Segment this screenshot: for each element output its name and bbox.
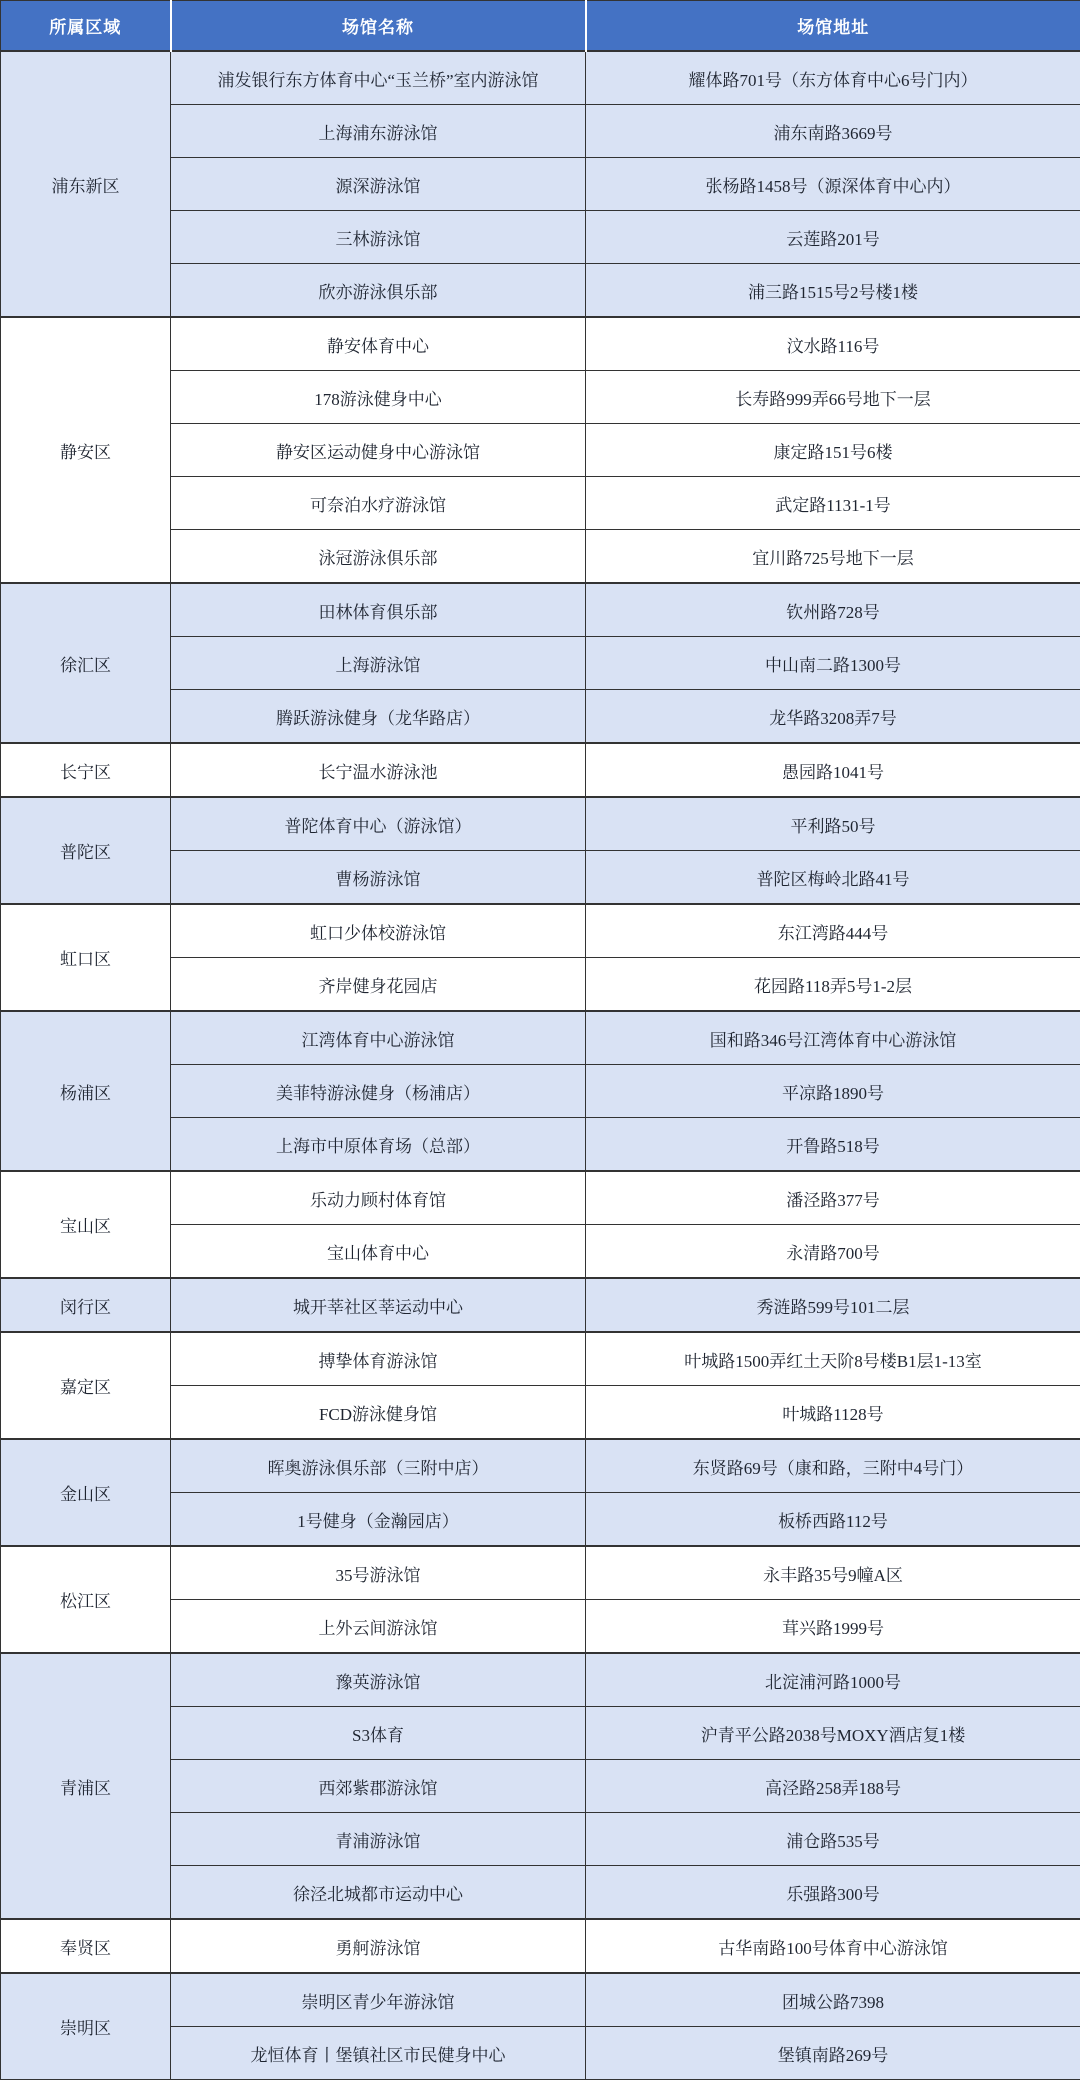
venue-address-cell: 汶水路116号: [586, 317, 1080, 371]
table-row: [1, 904, 1080, 958]
table-row: [1, 51, 1080, 105]
venue-address-cell: 茸兴路1999号: [586, 1600, 1080, 1654]
venue-address-cell: 宜川路725号地下一层: [586, 530, 1080, 584]
venue-address-cell: 云莲路201号: [586, 211, 1080, 264]
venue-address-cell: 张杨路1458号（源深体育中心内）: [586, 158, 1080, 211]
district-cell: 奉贤区: [1, 1919, 171, 1973]
venue-name-cell: S3体育: [171, 1707, 586, 1760]
venue-address-cell: 龙华路3208弄7号: [586, 690, 1080, 744]
venue-name-cell: 徐泾北城都市运动中心: [171, 1866, 586, 1920]
district-cell: 虹口区: [1, 904, 171, 1011]
venue-name-cell: 普陀体育中心（游泳馆）: [171, 797, 586, 851]
district-cell: 徐汇区: [1, 583, 171, 743]
district-cell: 宝山区: [1, 1171, 171, 1278]
venue-name-cell: 豫英游泳馆: [171, 1653, 586, 1707]
venue-name-cell: 三林游泳馆: [171, 211, 586, 264]
venue-address-cell: 愚园路1041号: [586, 743, 1080, 797]
table-row: [1, 1973, 1080, 2027]
venue-address-cell: 堡镇南路269号: [586, 2027, 1080, 2080]
venue-name-cell: 齐岸健身花园店: [171, 958, 586, 1012]
venue-name-cell: 曹杨游泳馆: [171, 851, 586, 905]
venue-name-cell: 上海浦东游泳馆: [171, 105, 586, 158]
venue-name-cell: 静安体育中心: [171, 317, 586, 371]
header-row: [1, 1, 1080, 52]
venue-address-cell: 团城公路7398: [586, 1973, 1080, 2027]
venue-name-cell: 长宁温水游泳池: [171, 743, 586, 797]
table-row: [1, 1171, 1080, 1225]
venue-name-cell: 1号健身（金瀚园店）: [171, 1493, 586, 1547]
venue-name-cell: 城开莘社区莘运动中心: [171, 1278, 586, 1332]
venue-address-cell: 叶城路1500弄红土天阶8号楼B1层1-13室: [586, 1332, 1080, 1386]
district-cell: 杨浦区: [1, 1011, 171, 1171]
venue-address-cell: 平凉路1890号: [586, 1065, 1080, 1118]
venue-name-cell: 崇明区青少年游泳馆: [171, 1973, 586, 2027]
venue-name-cell: 上海游泳馆: [171, 637, 586, 690]
venue-address-cell: 钦州路728号: [586, 583, 1080, 637]
venue-address-cell: 普陀区梅岭北路41号: [586, 851, 1080, 905]
district-cell: 静安区: [1, 317, 171, 583]
venue-address-cell: 武定路1131-1号: [586, 477, 1080, 530]
venue-address-cell: 东江湾路444号: [586, 904, 1080, 958]
venue-address-cell: 国和路346号江湾体育中心游泳馆: [586, 1011, 1080, 1065]
venue-address-cell: 花园路118弄5号1-2层: [586, 958, 1080, 1012]
venue-name-cell: 欣亦游泳俱乐部: [171, 264, 586, 318]
venue-name-cell: 田林体育俱乐部: [171, 583, 586, 637]
venue-name-cell: 上外云间游泳馆: [171, 1600, 586, 1654]
district-cell: 崇明区: [1, 1973, 171, 2080]
table-row: [1, 1919, 1080, 1973]
venue-name-cell: 龙恒体育丨堡镇社区市民健身中心: [171, 2027, 586, 2080]
district-cell: 松江区: [1, 1546, 171, 1653]
venue-name-cell: 可奈泊水疗游泳馆: [171, 477, 586, 530]
district-cell: 金山区: [1, 1439, 171, 1546]
venue-address-cell: 浦东南路3669号: [586, 105, 1080, 158]
venue-name-cell: FCD游泳健身馆: [171, 1386, 586, 1440]
venue-name-cell: 35号游泳馆: [171, 1546, 586, 1600]
header-venue-name: 场馆名称: [171, 1, 586, 52]
venue-address-cell: 耀体路701号（东方体育中心6号门内）: [586, 51, 1080, 105]
table-row: [1, 1332, 1080, 1386]
venue-address-cell: 古华南路100号体育中心游泳馆: [586, 1919, 1080, 1973]
venue-address-cell: 东贤路69号（康和路，三附中4号门）: [586, 1439, 1080, 1493]
table-row: [1, 1546, 1080, 1600]
venue-address-cell: 乐强路300号: [586, 1866, 1080, 1920]
table-row: [1, 1439, 1080, 1493]
district-cell: 嘉定区: [1, 1332, 171, 1439]
district-cell: 青浦区: [1, 1653, 171, 1919]
venue-name-cell: 乐动力顾村体育馆: [171, 1171, 586, 1225]
venue-address-cell: 北淀浦河路1000号: [586, 1653, 1080, 1707]
table-row: [1, 317, 1080, 371]
table-row: [1, 1011, 1080, 1065]
venue-name-cell: 178游泳健身中心: [171, 371, 586, 424]
venue-name-cell: 美菲特游泳健身（杨浦店）: [171, 1065, 586, 1118]
venue-address-cell: 叶城路1128号: [586, 1386, 1080, 1440]
venue-address-cell: 板桥西路112号: [586, 1493, 1080, 1547]
venue-address-cell: 开鲁路518号: [586, 1118, 1080, 1172]
venue-name-cell: 虹口少体校游泳馆: [171, 904, 586, 958]
venue-address-cell: 中山南二路1300号: [586, 637, 1080, 690]
venue-address-cell: 沪青平公路2038号MOXY酒店复1楼: [586, 1707, 1080, 1760]
venue-address-cell: 浦三路1515号2号楼1楼: [586, 264, 1080, 318]
district-cell: 长宁区: [1, 743, 171, 797]
venue-name-cell: 宝山体育中心: [171, 1225, 586, 1279]
district-cell: 浦东新区: [1, 51, 171, 317]
venue-name-cell: 腾跃游泳健身（龙华路店）: [171, 690, 586, 744]
venue-name-cell: 西郊紫郡游泳馆: [171, 1760, 586, 1813]
table-row: [1, 1653, 1080, 1707]
venue-address-cell: 高泾路258弄188号: [586, 1760, 1080, 1813]
venue-address-cell: 浦仓路535号: [586, 1813, 1080, 1866]
venue-name-cell: 泳冠游泳俱乐部: [171, 530, 586, 584]
venue-name-cell: 浦发银行东方体育中心“玉兰桥”室内游泳馆: [171, 51, 586, 105]
venue-address-cell: 永清路700号: [586, 1225, 1080, 1279]
venue-name-cell: 搏挚体育游泳馆: [171, 1332, 586, 1386]
table-row: [1, 797, 1080, 851]
table-row: [1, 1278, 1080, 1332]
venue-name-cell: 源深游泳馆: [171, 158, 586, 211]
venue-address-cell: 永丰路35号9幢A区: [586, 1546, 1080, 1600]
venue-address-cell: 平利路50号: [586, 797, 1080, 851]
header-venue-address: 场馆地址: [586, 1, 1080, 52]
venue-name-cell: 上海市中原体育场（总部）: [171, 1118, 586, 1172]
venue-name-cell: 静安区运动健身中心游泳馆: [171, 424, 586, 477]
district-cell: 闵行区: [1, 1278, 171, 1332]
venue-name-cell: 晖奥游泳俱乐部（三附中店）: [171, 1439, 586, 1493]
table-row: [1, 743, 1080, 797]
venue-address-cell: 潘泾路377号: [586, 1171, 1080, 1225]
district-cell: 普陀区: [1, 797, 171, 904]
venue-name-cell: 青浦游泳馆: [171, 1813, 586, 1866]
venue-address-cell: 秀涟路599号101二层: [586, 1278, 1080, 1332]
table-row: [1, 583, 1080, 637]
venue-address-cell: 长寿路999弄66号地下一层: [586, 371, 1080, 424]
venue-name-cell: 勇舸游泳馆: [171, 1919, 586, 1973]
venues-table-body: [1, 51, 1080, 2080]
header-district: 所属区域: [1, 1, 171, 52]
venue-address-cell: 康定路151号6楼: [586, 424, 1080, 477]
venue-name-cell: 江湾体育中心游泳馆: [171, 1011, 586, 1065]
